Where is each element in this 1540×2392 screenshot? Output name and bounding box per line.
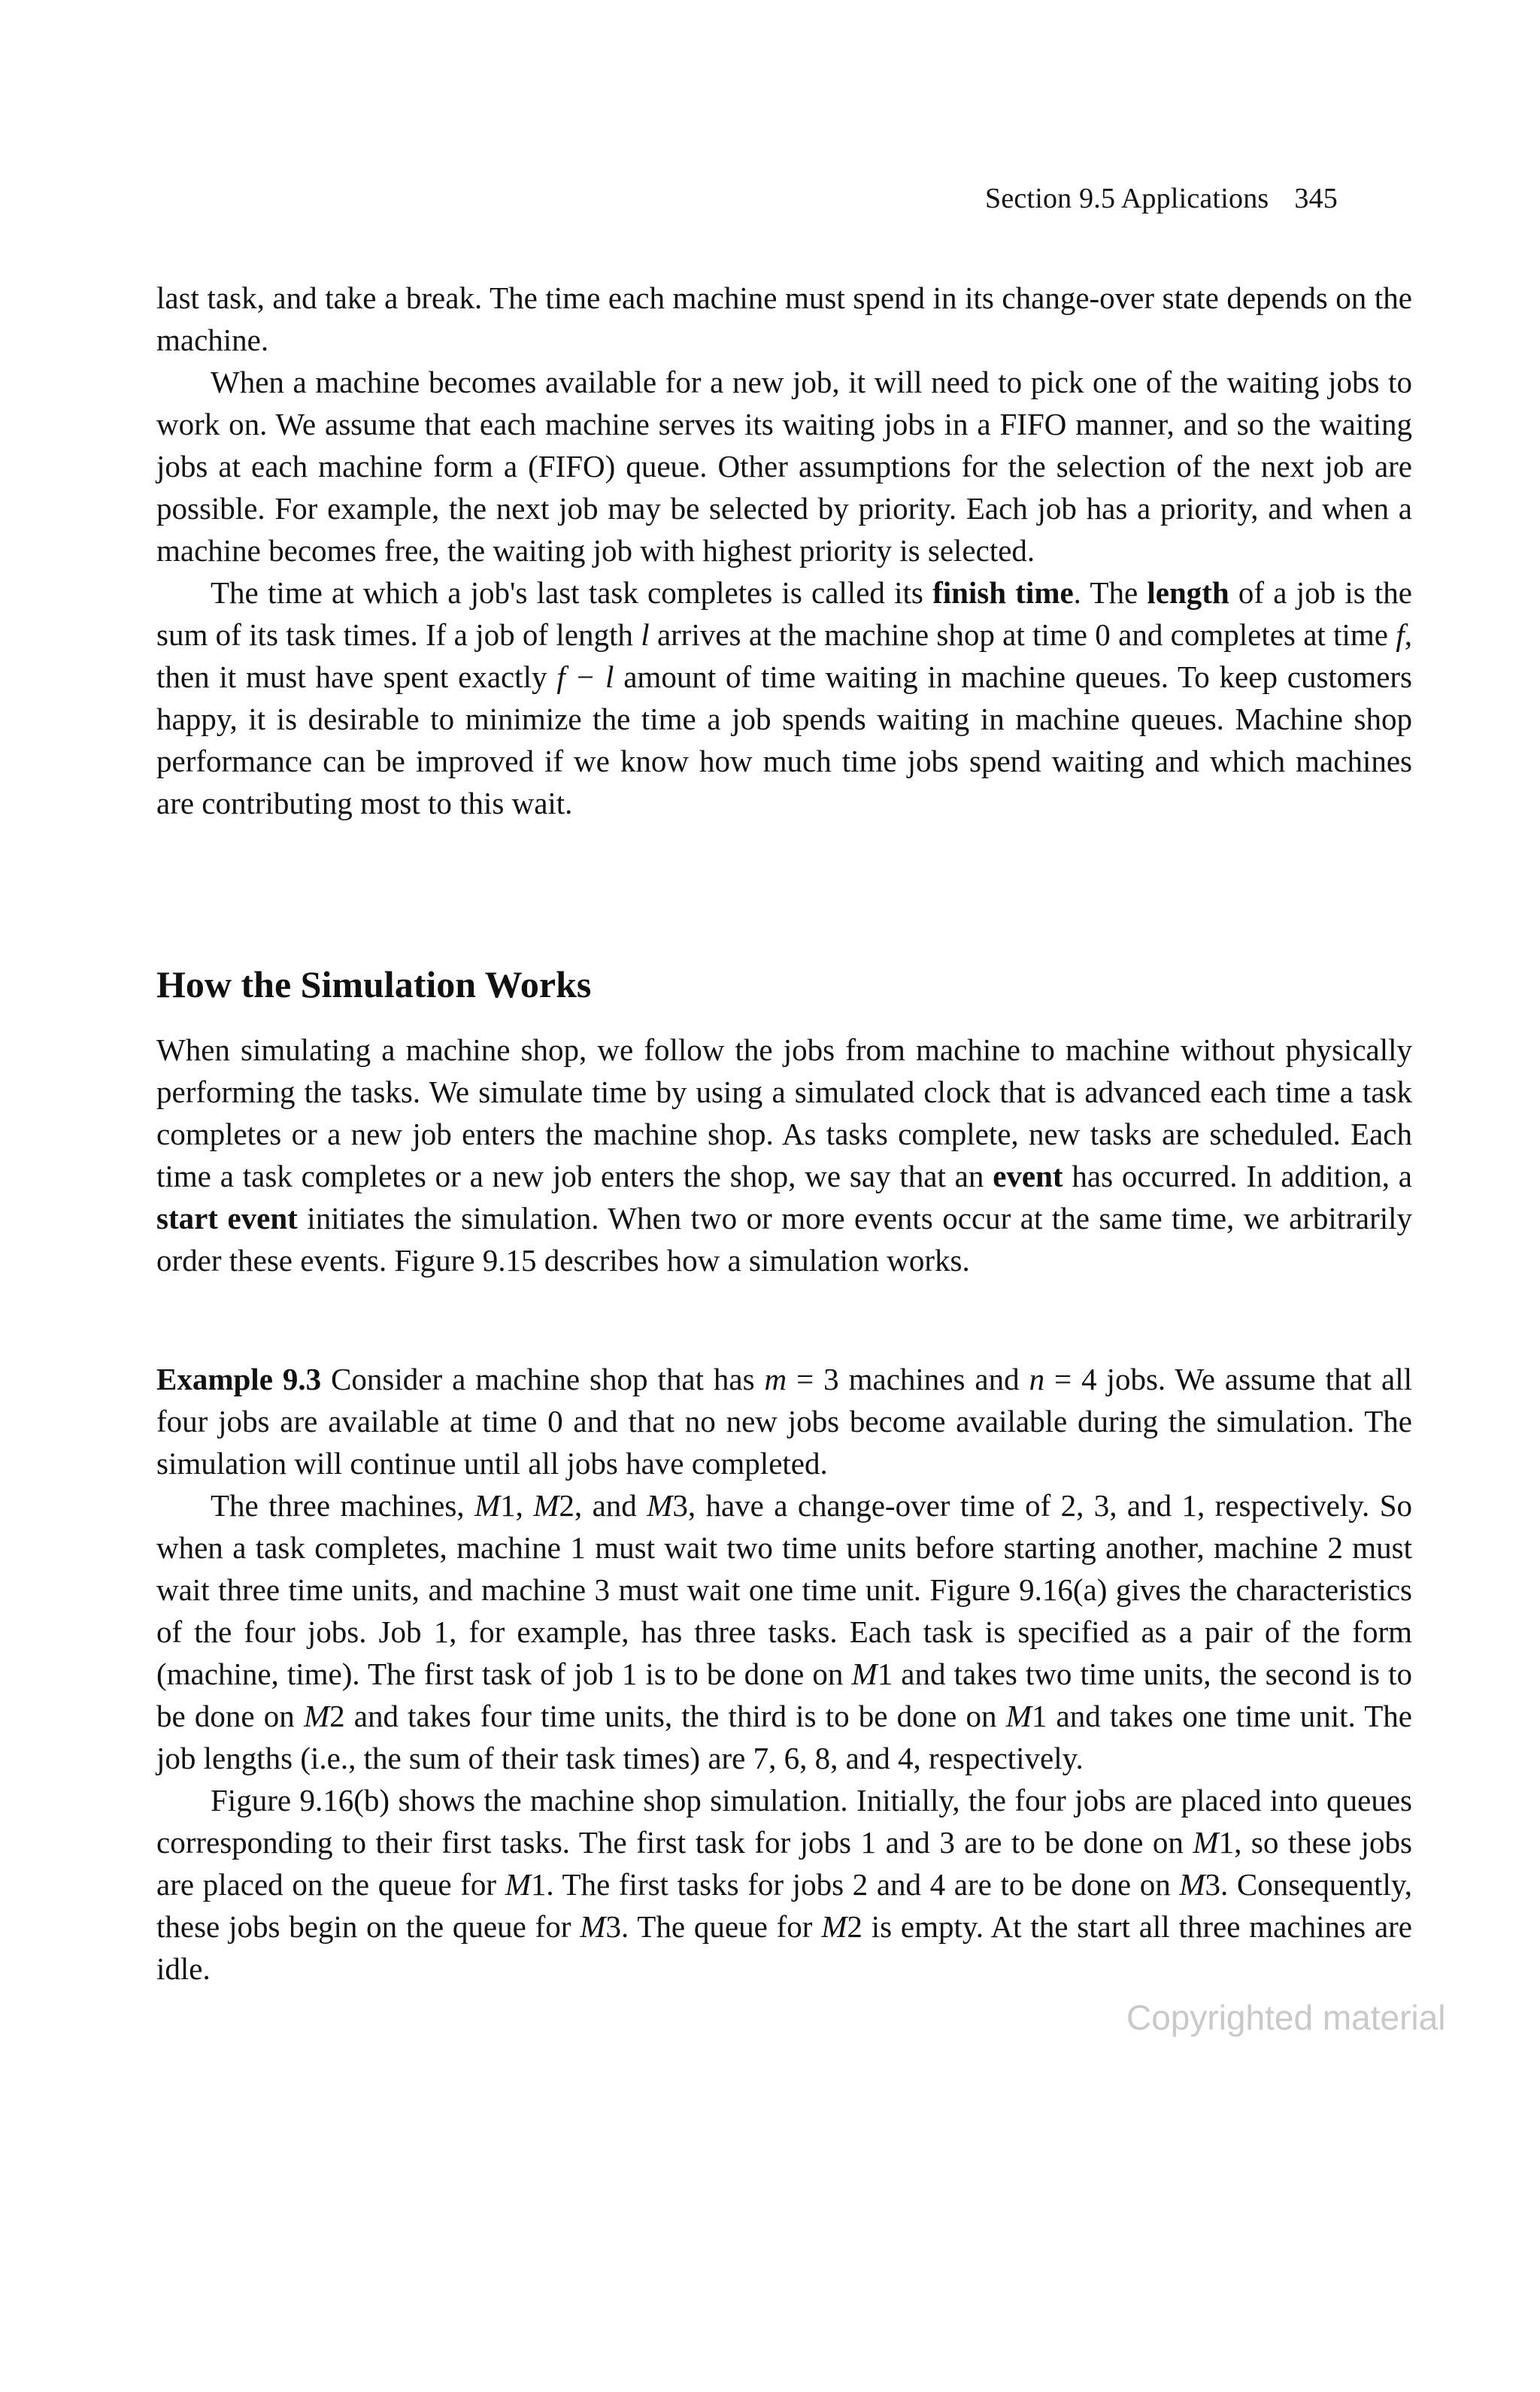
paragraph-simulation: When simulating a machine shop, we follow the jobs from machine to machine without physically performing the tasks. We simulate time by using a simulated clock that is advanced each time a task completes or a new job enters the machine shop. As tasks complete, new tasks are scheduled. Each time a task completes or a new job enters the shop, we say that an event has occurred. In addition, a start event initiates the simulation. When two or more events occur at the same time, we arbitrarily order these events. Figure 9.15 describes how a simulation works. <box>156 1032 1412 1278</box>
paragraph-change-over: last task, and take a break. The time each machine must spend in its change-over state depends on the machine. <box>156 280 1412 357</box>
paragraph-finish-time: The time at which a job's last task completes is called its finish time. The length of a job is the sum of its task times. If a job of length l arrives at the machine shop at time 0 and completes at time f, then it must have spent exactly f − l amount of time waiting in machine queues. To keep customers happy, it is desirable to minimize the time a job spends waiting in machine queues. Machine shop performance can be improved if we know how much time jobs spend waiting and which machines are contributing most to this wait. <box>156 575 1413 820</box>
text-block-example <box>156 1358 1412 1990</box>
paragraph-simulation-queues: Figure 9.16(b) shows the machine shop simulation. Initially, the four jobs are placed into queues corresponding to their first tasks. The first task for jobs 1 and 3 are to be done on M1, so these jobs are placed on the queue for M1. The first tasks for jobs 2 and 4 are to be done on M3. Consequently, these jobs begin on the queue for M3. The queue for M2 is empty. At the start all three machines are idle. <box>156 1783 1412 1986</box>
text-block-simulation <box>156 1029 1412 1281</box>
var-f: f <box>1396 617 1405 652</box>
paragraph-example-intro: Example 9.3 Consider a machine shop that has m = 3 machines and n = 4 jobs. We assume that all four jobs are available at time 0 and that no new jobs become available during the simulation. The simulation will continue until all jobs have completed. <box>156 1362 1412 1481</box>
term-event: event <box>993 1159 1063 1193</box>
example-label: Example 9.3 <box>156 1362 322 1396</box>
section-heading: How the Simulation Works <box>156 963 592 1005</box>
paragraph-machines: The three machines, M1, M2, and M3, have a change-over time of 2, 3, and 1, respectively. So when a task completes, machine 1 must wait two time units before starting another, machine 2 must wait three time units, and machine 3 must wait one time unit. Figure 9.16(a) gives the characteristics of the four jobs. Job 1, for example, has three tasks. Each task is specified as a pair of the form (machine, time). The first task of job 1 is to be done on M1 and takes two time units, the second is to be done on M2 and takes four time units, the third is to be done on M1 and takes one time unit. The job lengths (i.e., the sum of their task times) are 7, 6, 8, and 4, respectively. <box>156 1488 1413 1775</box>
term-start-event: start event <box>156 1201 298 1235</box>
copyright-watermark: Copyrighted material <box>1126 1998 1446 2037</box>
var-l: l <box>641 617 650 652</box>
expr-f-minus-l: f − l <box>556 659 614 694</box>
paragraph-fifo-queue: When a machine becomes available for a new job, it will need to pick one of the waiting jobs to work on. We assume that each machine serves its waiting jobs in a FIFO manner, and so the waiting jobs at each machine form a (FIFO) queue. Other assumptions for the selection of the next job are possible. For example, the next job may be selected by priority. Each job has a priority, and when a machine becomes free, the waiting job with highest priority is selected. <box>156 365 1412 568</box>
running-head-title: Section 9.5 Applications <box>985 183 1269 214</box>
term-finish-time: finish time <box>932 575 1074 610</box>
page-number: 345 <box>1294 183 1338 214</box>
text-block-intro <box>156 277 1412 824</box>
term-length: length <box>1147 575 1229 610</box>
running-head <box>985 182 1338 215</box>
